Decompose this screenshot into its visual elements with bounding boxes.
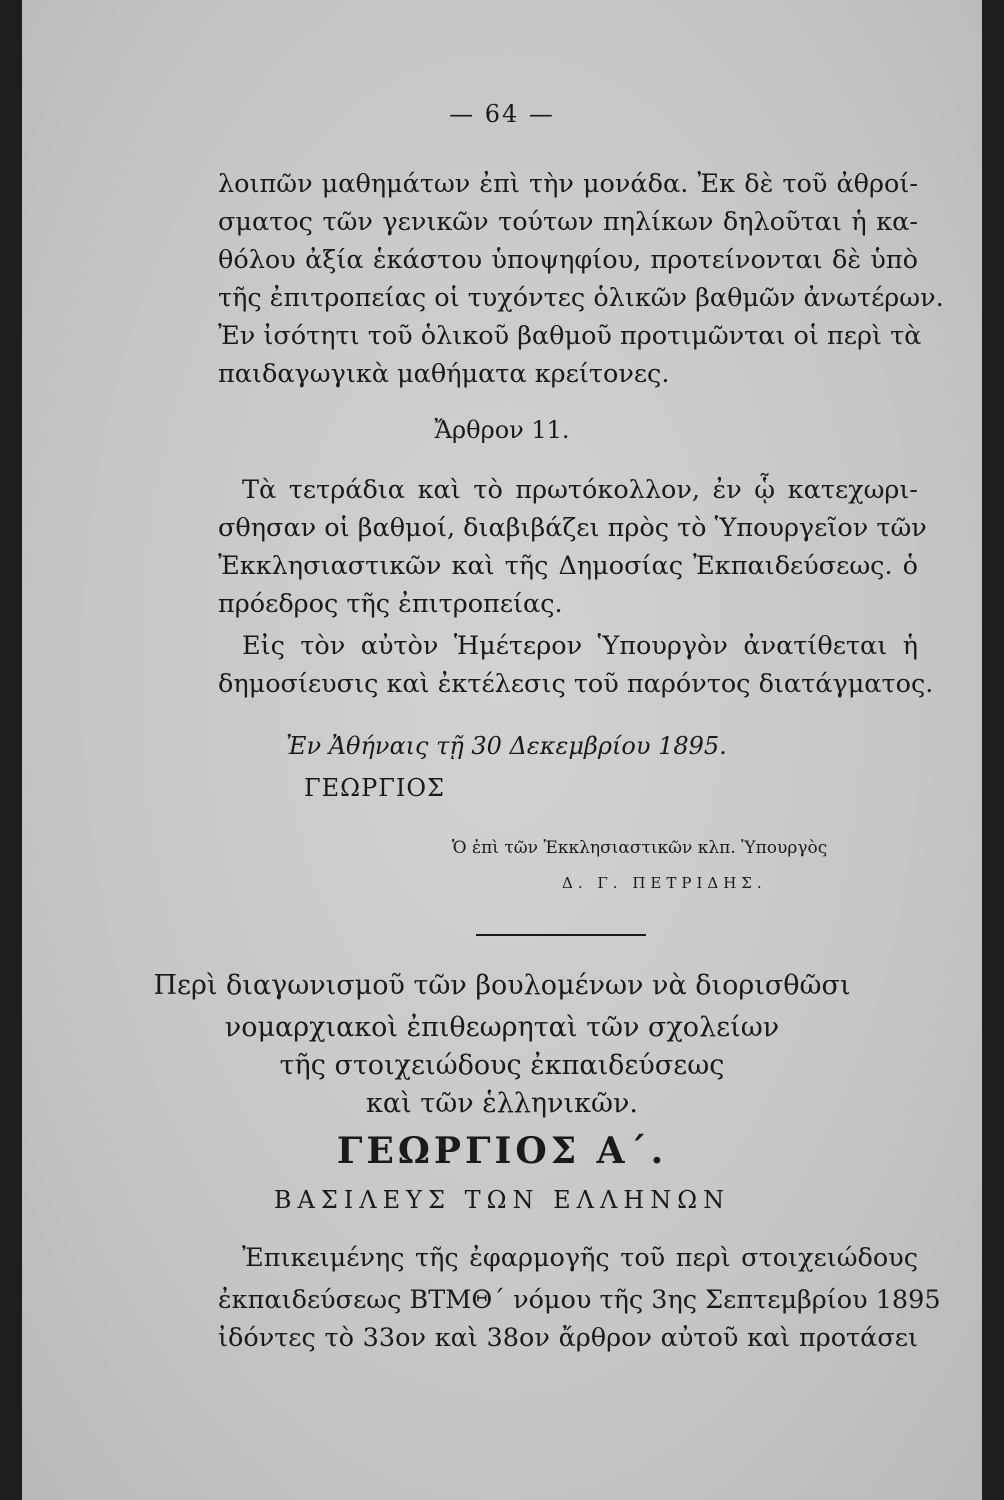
text-line: λοιπῶν μαθημάτων ἐπὶ τὴν μονάδα. Ἐκ δὲ τοῦ ἀθροί- [218,169,918,199]
king-subheading: ΒΑΣΙΛΕΥΣ ΤΩΝ ΕΛΛΗΝΩΝ [273,1186,731,1214]
text-line: ἐκπαιδεύσεως ΒΤΜΘ΄ νόμου τῆς 3ης Σεπτεμβρίου 1895 [218,1285,941,1315]
section-title-line: νομαρχιακοὶ ἐπιθεωρηταὶ τῶν σχολείων [224,1012,780,1043]
text-line: σθησαν οἱ βαθμοί, διαβιβάζει πρὸς τὸ Ὑπουργεῖον τῶν [218,513,927,543]
sovereign-signature: ΓΕΩΡΓΙΟΣ [304,774,445,802]
text-line: θόλου ἀξία ἑκάστου ὑποψηφίου, προτείνονται δὲ ὑπὸ [218,245,918,275]
king-heading: ΓΕΩΡΓΙΟΣ Α΄. [336,1130,668,1172]
page-number: — 64 — [449,100,555,128]
text-line: δημοσίευσις καὶ ἐκτέλεσις τοῦ παρόντος διατάγματος. [218,669,934,699]
article-heading: Ἄρθρον 11. [434,416,570,444]
text-line: παιδαγωγικὰ μαθήματα κρείτονες. [218,359,670,389]
minister-title: Ὁ ἐπὶ τῶν Ἐκκλησιαστικῶν κλπ. Ὑπουργὸς [452,838,828,858]
text-line: Ἐν ἰσότητι τοῦ ὁλικοῦ βαθμοῦ προτιμῶνται οἱ περὶ τὰ [218,321,922,351]
date-line: Ἐν Ἀθήναις τῇ 30 Δεκεμβρίου 1895. [286,732,727,760]
section-divider [476,934,646,936]
text-line: Ἐκκλησιαστικῶν καὶ τῆς Δημοσίας Ἐκπαιδεύσεως. ὁ [218,551,918,581]
text-line: τῆς ἐπιτροπείας οἱ τυχόντες ὁλικῶν βαθμῶν ἀνωτέρων. [218,283,944,313]
text-line: πρόεδρος τῆς ἐπιτροπείας. [218,589,563,619]
text-line: ἰδόντες τὸ 33ον καὶ 38ον ἄρθρον αὐτοῦ καὶ προτάσει [218,1323,918,1353]
text-line: Εἰς τὸν αὐτὸν Ἡμέτερον Ὑπουργὸν ἀνατίθεται ἡ [242,631,918,661]
section-title-line: τῆς στοιχειώδους ἐκπαιδεύσεως [279,1050,725,1081]
text-line: Ἐπικειμένης τῆς ἐφαρμογῆς τοῦ περὶ στοιχειώδους [242,1243,918,1273]
minister-name: Δ. Γ. ΠΕΤΡΙΔΗΣ. [562,874,767,892]
document-page [22,0,982,1500]
text-line: σματος τῶν γενικῶν τούτων πηλίκων δηλοῦται ἡ κα- [218,207,918,237]
text-line: Τὰ τετράδια καὶ τὸ πρωτόκολλον, ἐν ᾧ κατεχωρι- [242,475,918,505]
section-title-line: Περὶ διαγωνισμοῦ τῶν βουλομένων νὰ διορισθῶσι [153,970,851,1001]
section-title-line: καὶ τῶν ἑλληνικῶν. [365,1088,638,1119]
